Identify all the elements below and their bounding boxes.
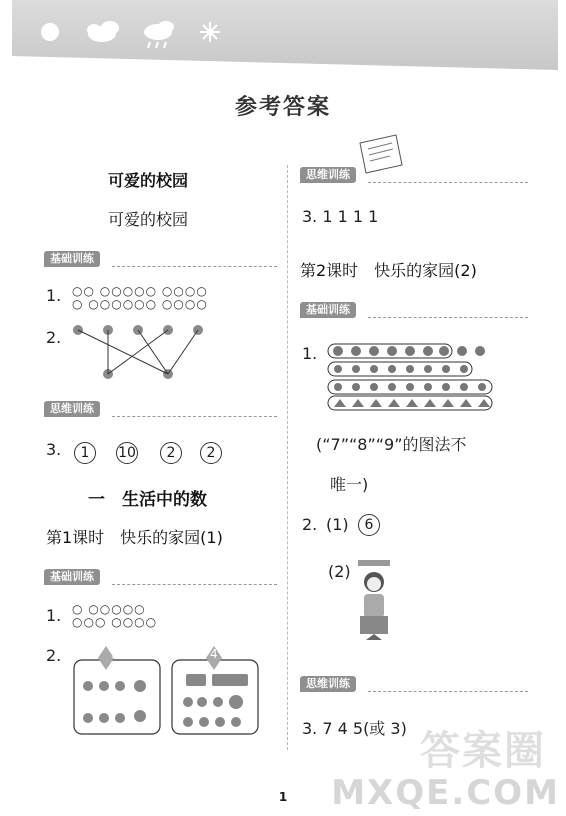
question-number: 3. — [46, 440, 62, 459]
cloud-icon — [87, 21, 119, 42]
circle-row: ○○ ○○○○○ ○○○○ — [72, 284, 208, 298]
rain-cloud-icon — [144, 21, 174, 48]
chapter-title: 一 生活中的数 — [88, 490, 207, 510]
basic-training-tag: 基础训练 — [44, 251, 100, 267]
answer-line: 3. 1 1 1 1 — [302, 207, 379, 226]
circled-answer: 1 — [74, 442, 96, 464]
circle-row: ○ ○○○○○○ ○○○○ — [72, 297, 208, 311]
circle-row: ○○○ ○○○○ — [72, 615, 158, 629]
tag-divider — [368, 691, 528, 692]
part-label: (2) — [328, 562, 351, 581]
circled-answer: 2 — [160, 442, 182, 464]
matching-diagram — [70, 322, 220, 382]
weather-icons — [40, 18, 240, 52]
circled-answer: 2 — [200, 442, 222, 464]
page-number: 1 — [278, 790, 288, 804]
watermark-url: MXQE.COM — [331, 773, 560, 813]
tag-divider — [112, 416, 277, 417]
thinking-training-tag: 思维训练 — [44, 401, 100, 417]
unit-title: 可爱的校园 — [108, 171, 189, 190]
girl-icon — [354, 558, 394, 650]
answer-line: 3. 7 4 5(或 3) — [302, 719, 407, 738]
basic-training-tag: 基础训练 — [44, 569, 100, 585]
box-label: 3 — [111, 647, 119, 661]
question-number: 2. — [302, 515, 318, 534]
lesson-title: 第1课时 快乐的家园(1) — [46, 528, 223, 547]
snowflake-icon — [200, 22, 220, 42]
box-label: 4 — [210, 647, 218, 661]
basic-training-tag: 基础训练 — [300, 302, 356, 318]
lesson-title: 第2课时 快乐的家园(2) — [300, 261, 477, 280]
page-title: 参考答案 — [234, 95, 331, 120]
circled-answer: 10 — [116, 442, 138, 464]
part-label: (1) — [326, 515, 349, 534]
question-number: 1. — [46, 286, 62, 305]
question-number: 2. — [46, 328, 62, 347]
lesson-title: 可爱的校园 — [108, 210, 189, 229]
question-number: 2. — [46, 646, 62, 665]
circle-row: ○ ○○○○○ — [72, 602, 146, 616]
note-text: (“7”“8”“9”的图法不 — [316, 435, 467, 454]
question-number: 1. — [302, 344, 318, 363]
tag-divider — [112, 584, 277, 585]
tag-divider — [368, 317, 528, 318]
counting-pictures — [72, 646, 262, 738]
thinking-training-tag: 思维训练 — [300, 167, 356, 183]
tag-divider — [112, 266, 277, 267]
thinking-training-tag: 思维训练 — [300, 676, 356, 692]
column-divider — [287, 165, 288, 750]
sun-icon — [41, 23, 59, 41]
sticker-icon — [356, 133, 404, 177]
drawing-answer — [326, 342, 498, 412]
note-text: 唯一) — [330, 475, 369, 494]
watermark-brand: 答案圈 — [420, 728, 546, 774]
circled-answer: 6 — [358, 514, 380, 536]
tag-divider — [368, 182, 528, 183]
question-number: 1. — [46, 606, 62, 625]
